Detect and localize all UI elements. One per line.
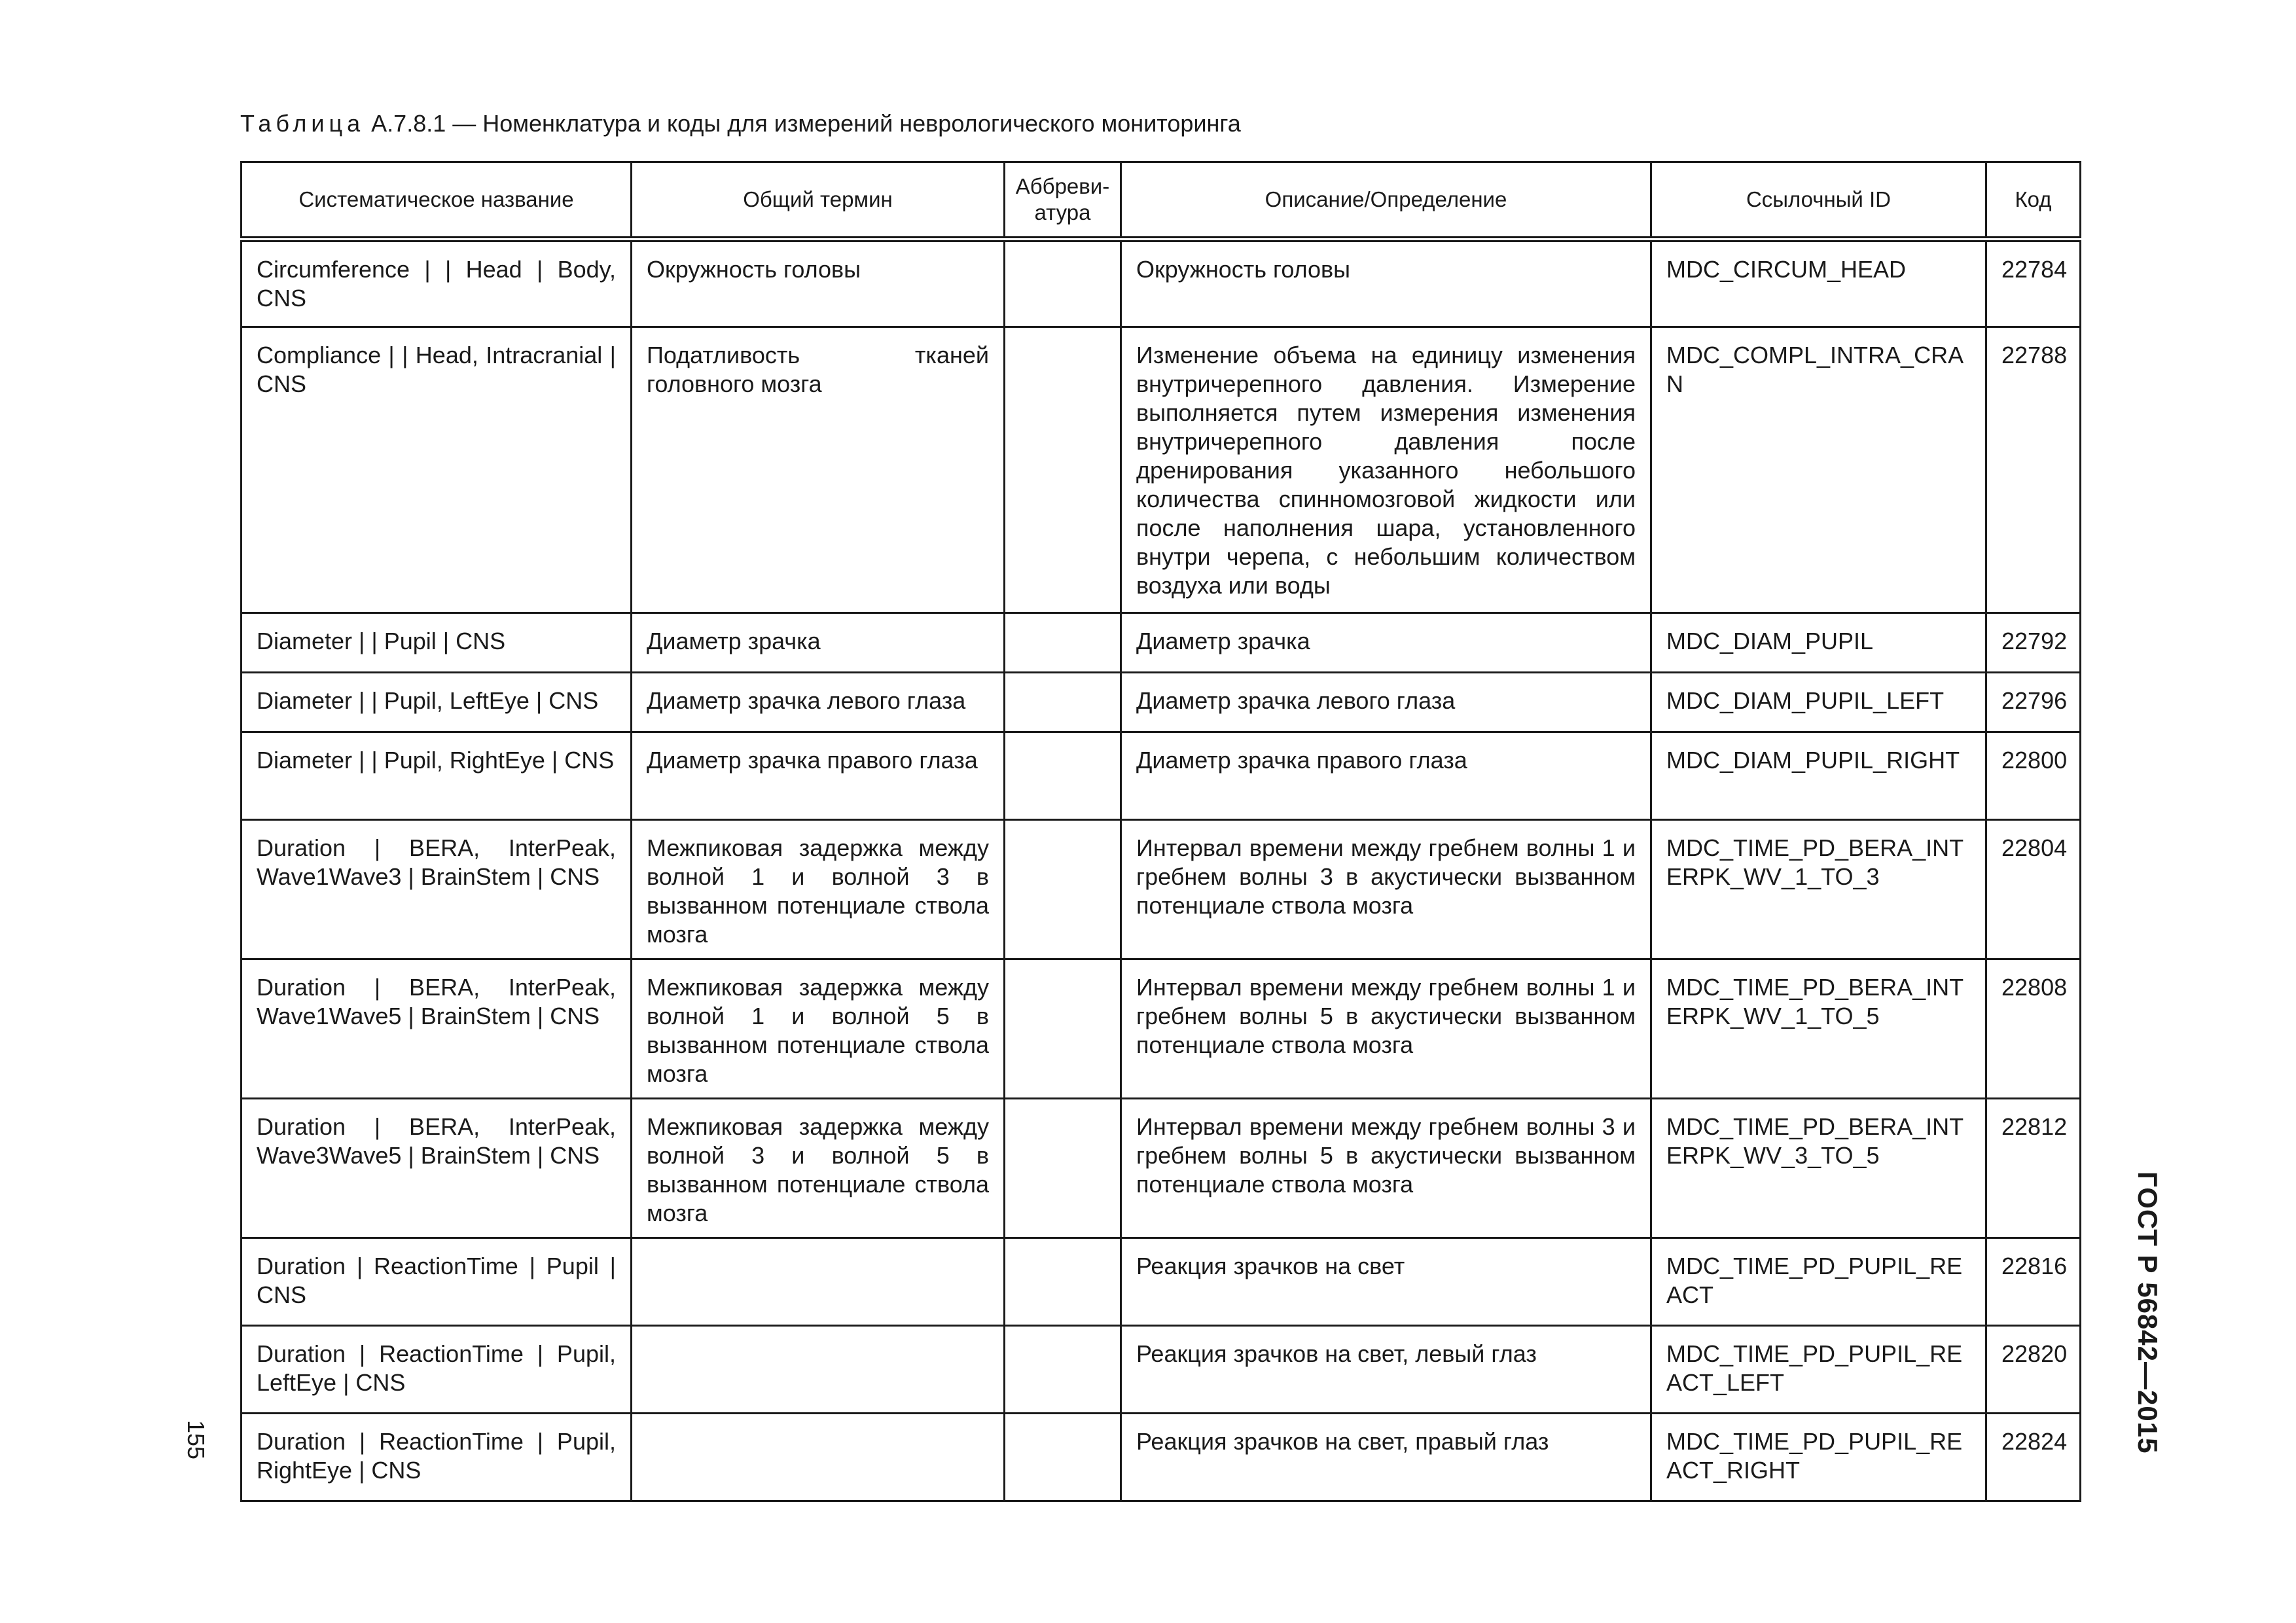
cell-abbreviation (1005, 240, 1121, 327)
table-row (242, 240, 2081, 327)
table-row (242, 673, 2081, 732)
table-row (242, 327, 2081, 613)
cell-code: 22820 (1986, 1326, 2081, 1414)
caption-text: А.7.8.1 — Номенклатура и коды для измерений неврологического мониторинга (371, 110, 1241, 137)
document-code: ГОСТ Р 56842—2015 (2132, 1171, 2163, 1454)
cell-description: Окружность головы (1121, 240, 1651, 327)
cell-systematic-name: Diameter | | Pupil, LeftEye | CNS (242, 673, 632, 732)
cell-description: Интервал времени между гребнем волны 1 и гребнем волны 5 в акустически вызванном потенциале ствола мозга (1121, 959, 1651, 1099)
table-row (242, 613, 2081, 673)
table-header (242, 162, 2081, 240)
cell-description: Диаметр зрачка правого глаза (1121, 732, 1651, 820)
cell-code: 22812 (1986, 1099, 2081, 1238)
cell-systematic-name: Duration | ReactionTime | Pupil, LeftEye | CNS (242, 1326, 632, 1414)
cell-abbreviation (1005, 1238, 1121, 1326)
header-common-term: Общий термин (632, 162, 1005, 240)
table-row (242, 1238, 2081, 1326)
table-body (242, 240, 2081, 1501)
cell-systematic-name: Diameter | | Pupil, RightEye | CNS (242, 732, 632, 820)
cell-common-term: Межпиковая задержка между волной 1 и волной 3 в вызванном потенциале ствола мозга (632, 820, 1005, 959)
cell-reference-id: MDC_DIAM_PUPIL_LEFT (1651, 673, 1986, 732)
cell-description: Интервал времени между гребнем волны 3 и гребнем волны 5 в акустически вызванном потенциале ствола мозга (1121, 1099, 1651, 1238)
cell-abbreviation (1005, 1414, 1121, 1501)
cell-reference-id: MDC_TIME_PD_PUPIL_REACT_RIGHT (1651, 1414, 1986, 1501)
cell-code: 22800 (1986, 732, 2081, 820)
cell-systematic-name: Duration | BERA, InterPeak, Wave1Wave5 | BrainStem | CNS (242, 959, 632, 1099)
table-row (242, 732, 2081, 820)
header-reference-id: Ссылочный ID (1651, 162, 1986, 240)
cell-description: Реакция зрачков на свет (1121, 1238, 1651, 1326)
cell-abbreviation (1005, 1099, 1121, 1238)
cell-description: Интервал времени между гребнем волны 1 и гребнем волны 3 в акустически вызванном потенциале ствола мозга (1121, 820, 1651, 959)
cell-abbreviation (1005, 327, 1121, 613)
cell-systematic-name: Circumference | | Head | Body, CNS (242, 240, 632, 327)
cell-systematic-name: Duration | ReactionTime | Pupil, RightEye | CNS (242, 1414, 632, 1501)
cell-systematic-name: Duration | BERA, InterPeak, Wave1Wave3 | BrainStem | CNS (242, 820, 632, 959)
table-row (242, 959, 2081, 1099)
cell-systematic-name: Duration | ReactionTime | Pupil | CNS (242, 1238, 632, 1326)
table-row (242, 1326, 2081, 1414)
cell-reference-id: MDC_TIME_PD_BERA_INTERPK_WV_3_TO_5 (1651, 1099, 1986, 1238)
cell-reference-id: MDC_TIME_PD_PUPIL_REACT_LEFT (1651, 1326, 1986, 1414)
header-abbreviation: Аббреви-атура (1005, 162, 1121, 240)
nomenclature-table (240, 161, 2081, 1502)
cell-reference-id: MDC_TIME_PD_BERA_INTERPK_WV_1_TO_5 (1651, 959, 1986, 1099)
cell-description: Реакция зрачков на свет, левый глаз (1121, 1326, 1651, 1414)
cell-common-term: Диаметр зрачка (632, 613, 1005, 673)
cell-reference-id: MDC_DIAM_PUPIL (1651, 613, 1986, 673)
table-row (242, 820, 2081, 959)
cell-reference-id: MDC_COMPL_INTRA_CRAN (1651, 327, 1986, 613)
cell-abbreviation (1005, 613, 1121, 673)
header-code: Код (1986, 162, 2081, 240)
table-caption (240, 110, 1241, 137)
cell-common-term (632, 1326, 1005, 1414)
header-systematic-name: Систематическое название (242, 162, 632, 240)
cell-common-term: Податливость тканей головного мозга (632, 327, 1005, 613)
header-description: Описание/Определение (1121, 162, 1651, 240)
cell-common-term (632, 1414, 1005, 1501)
cell-code: 22792 (1986, 613, 2081, 673)
cell-code: 22804 (1986, 820, 2081, 959)
cell-abbreviation (1005, 732, 1121, 820)
caption-prefix: Таблица (240, 110, 365, 137)
header-row (242, 162, 2081, 240)
page-number: 155 (183, 1420, 209, 1460)
cell-common-term: Диаметр зрачка левого глаза (632, 673, 1005, 732)
cell-code: 22816 (1986, 1238, 2081, 1326)
cell-description: Диаметр зрачка (1121, 613, 1651, 673)
cell-description: Диаметр зрачка левого глаза (1121, 673, 1651, 732)
cell-common-term (632, 1238, 1005, 1326)
cell-reference-id: MDC_TIME_PD_BERA_INTERPK_WV_1_TO_3 (1651, 820, 1986, 959)
cell-code: 22824 (1986, 1414, 2081, 1501)
cell-description: Изменение объема на единицу изменения внутричерепного давления. Измерение выполняется путем измерения изменения внутричерепного давления после дренирования указанного небольшого количества спинномозговой жидкости или после наполнения шара, установленного внутри черепа, с небольшим количеством воздуха или воды (1121, 327, 1651, 613)
cell-code: 22808 (1986, 959, 2081, 1099)
cell-common-term: Межпиковая задержка между волной 3 и волной 5 в вызванном потенциале ствола мозга (632, 1099, 1005, 1238)
cell-systematic-name: Compliance | | Head, Intracranial | CNS (242, 327, 632, 613)
cell-code: 22796 (1986, 673, 2081, 732)
cell-code: 22788 (1986, 327, 2081, 613)
cell-code: 22784 (1986, 240, 2081, 327)
cell-abbreviation (1005, 820, 1121, 959)
cell-reference-id: MDC_CIRCUM_HEAD (1651, 240, 1986, 327)
cell-description: Реакция зрачков на свет, правый глаз (1121, 1414, 1651, 1501)
cell-reference-id: MDC_DIAM_PUPIL_RIGHT (1651, 732, 1986, 820)
cell-common-term: Диаметр зрачка правого глаза (632, 732, 1005, 820)
cell-common-term: Окружность головы (632, 240, 1005, 327)
cell-systematic-name: Duration | BERA, InterPeak, Wave3Wave5 | BrainStem | CNS (242, 1099, 632, 1238)
cell-abbreviation (1005, 1326, 1121, 1414)
cell-common-term: Межпиковая задержка между волной 1 и волной 5 в вызванном потенциале ствола мозга (632, 959, 1005, 1099)
table-row (242, 1414, 2081, 1501)
table-row (242, 1099, 2081, 1238)
cell-abbreviation (1005, 673, 1121, 732)
cell-reference-id: MDC_TIME_PD_PUPIL_REACT (1651, 1238, 1986, 1326)
cell-abbreviation (1005, 959, 1121, 1099)
cell-systematic-name: Diameter | | Pupil | CNS (242, 613, 632, 673)
